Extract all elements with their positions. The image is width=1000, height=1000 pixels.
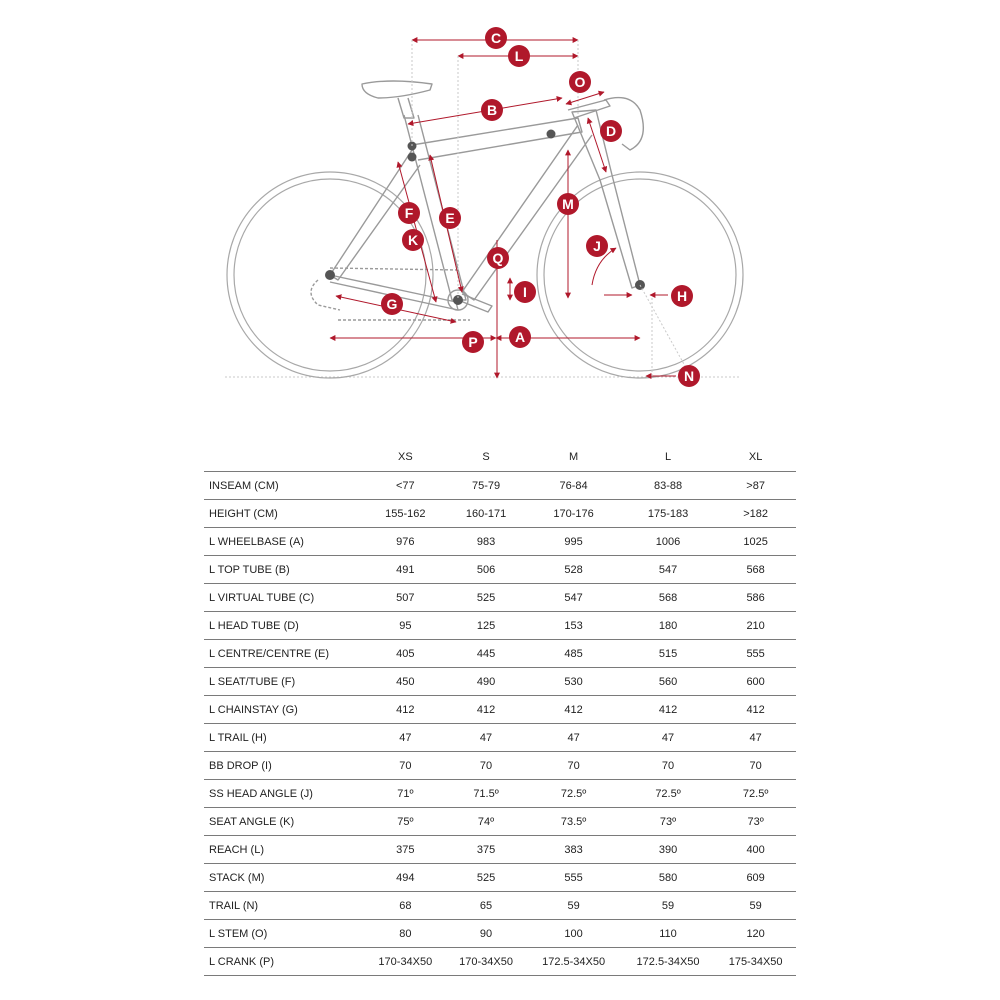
table-cell: 160-171 [446, 500, 527, 528]
marker-O-label: O [574, 74, 586, 90]
table-cell: 155-162 [365, 500, 446, 528]
marker-H [671, 285, 693, 307]
table-cell: 70 [621, 752, 715, 780]
table-cell: 412 [621, 696, 715, 724]
table-cell: 609 [715, 864, 796, 892]
table-cell: 170-34X50 [365, 948, 446, 976]
table-cell: 70 [446, 752, 527, 780]
table-cell: 515 [621, 640, 715, 668]
dimension-lines [330, 40, 690, 378]
marker-D [600, 120, 622, 142]
marker-L-label: L [514, 48, 524, 64]
table-cell: 100 [526, 920, 620, 948]
marker-K-label: K [407, 232, 419, 248]
table-cell: 375 [446, 836, 527, 864]
table-cell: 1025 [715, 528, 796, 556]
table-cell: 180 [621, 612, 715, 640]
marker-I-label: I [523, 284, 527, 300]
table-cell: 412 [365, 696, 446, 724]
table-cell: 175-34X50 [715, 948, 796, 976]
table-cell: 110 [621, 920, 715, 948]
marker-I [514, 281, 536, 303]
marker-K [402, 229, 424, 251]
row-label: L TRAIL (H) [204, 724, 365, 752]
marker-G [381, 293, 403, 315]
table-cell: 560 [621, 668, 715, 696]
marker-J-label: J [593, 238, 601, 254]
bike-geometry-diagram [0, 0, 1000, 420]
table-cell: 75-79 [446, 472, 527, 500]
table-row [204, 556, 796, 584]
table-row [204, 892, 796, 920]
table-cell: 1006 [621, 528, 715, 556]
row-label: L HEAD TUBE (D) [204, 612, 365, 640]
marker-L [508, 45, 530, 67]
marker-F [398, 202, 420, 224]
table-cell: 83-88 [621, 472, 715, 500]
table-cell: 485 [526, 640, 620, 668]
table-row [204, 472, 796, 500]
table-cell: 170-34X50 [446, 948, 527, 976]
table-cell: 528 [526, 556, 620, 584]
table-cell: 71º [365, 780, 446, 808]
table-cell: 47 [621, 724, 715, 752]
table-cell: 412 [446, 696, 527, 724]
size-header: XL [748, 451, 763, 463]
table-cell: >182 [715, 500, 796, 528]
size-header: M [569, 451, 579, 463]
table-cell: 59 [621, 892, 715, 920]
table-cell: 68 [365, 892, 446, 920]
marker-Q-label: Q [492, 250, 504, 266]
row-label: L WHEELBASE (A) [204, 528, 365, 556]
table-row [204, 696, 796, 724]
row-label: L CHAINSTAY (G) [204, 696, 365, 724]
table-row [204, 500, 796, 528]
table-cell: 976 [365, 528, 446, 556]
table-cell: 490 [446, 668, 527, 696]
table-cell: 125 [446, 612, 527, 640]
marker-M [557, 193, 579, 215]
table-cell: 405 [365, 640, 446, 668]
geometry-table-body [204, 472, 796, 976]
marker-N-label: N [683, 368, 695, 384]
marker-O [569, 71, 591, 93]
table-cell: 73º [621, 808, 715, 836]
marker-N [678, 365, 700, 387]
table-cell: 375 [365, 836, 446, 864]
table-cell: 70 [715, 752, 796, 780]
table-cell: 450 [365, 668, 446, 696]
table-cell: 153 [526, 612, 620, 640]
marker-M-label: M [562, 196, 574, 212]
table-cell: 172.5-34X50 [621, 948, 715, 976]
row-label: HEIGHT (CM) [204, 500, 365, 528]
table-row [204, 752, 796, 780]
table-cell: 75º [365, 808, 446, 836]
marker-C-label: C [490, 30, 502, 46]
table-cell: 95 [365, 612, 446, 640]
marker-G-label: G [386, 296, 398, 312]
table-cell: 120 [715, 920, 796, 948]
marker-D-label: D [605, 123, 617, 139]
table-cell: <77 [365, 472, 446, 500]
row-label: L TOP TUBE (B) [204, 556, 365, 584]
row-label: L CENTRE/CENTRE (E) [204, 640, 365, 668]
table-cell: 547 [621, 556, 715, 584]
table-cell: 73.5º [526, 808, 620, 836]
table-cell: 507 [365, 584, 446, 612]
table-row [204, 836, 796, 864]
table-cell: 525 [446, 864, 527, 892]
table-cell: 90 [446, 920, 527, 948]
marker-P [462, 331, 484, 353]
table-cell: 600 [715, 668, 796, 696]
table-cell: 555 [526, 864, 620, 892]
row-label: L VIRTUAL TUBE (C) [204, 584, 365, 612]
table-row [204, 808, 796, 836]
table-cell: 586 [715, 584, 796, 612]
table-cell: 412 [526, 696, 620, 724]
row-label: INSEAM (CM) [204, 472, 365, 500]
table-cell: 555 [715, 640, 796, 668]
row-label: SS HEAD ANGLE (J) [204, 780, 365, 808]
table-cell: 390 [621, 836, 715, 864]
row-label: TRAIL (N) [204, 892, 365, 920]
marker-H-label: H [676, 288, 688, 304]
table-cell: 65 [446, 892, 527, 920]
table-cell: 491 [365, 556, 446, 584]
marker-E [439, 207, 461, 229]
table-row [204, 668, 796, 696]
table-cell: 580 [621, 864, 715, 892]
row-label: L STEM (O) [204, 920, 365, 948]
size-header: XS [398, 451, 413, 463]
table-cell: 47 [365, 724, 446, 752]
marker-A-label: A [514, 329, 526, 345]
marker-P-label: P [468, 334, 478, 350]
table-row [204, 584, 796, 612]
marker-E-label: E [445, 210, 455, 226]
table-row [204, 528, 796, 556]
table-cell: 47 [715, 724, 796, 752]
row-label: BB DROP (I) [204, 752, 365, 780]
header-blank [204, 443, 365, 472]
table-cell: 73º [715, 808, 796, 836]
size-header: S [482, 451, 490, 463]
table-cell: 210 [715, 612, 796, 640]
table-cell: 170-176 [526, 500, 620, 528]
row-label: L SEAT/TUBE (F) [204, 668, 365, 696]
table-cell: 983 [446, 528, 527, 556]
table-cell: >87 [715, 472, 796, 500]
size-header: L [664, 451, 672, 463]
table-row [204, 612, 796, 640]
geometry-table [204, 443, 796, 976]
table-cell: 76-84 [526, 472, 620, 500]
table-row [204, 920, 796, 948]
row-label: SEAT ANGLE (K) [204, 808, 365, 836]
marker-F-label: F [404, 205, 414, 221]
marker-C [485, 27, 507, 49]
table-cell: 72.5º [715, 780, 796, 808]
marker-A [509, 326, 531, 348]
table-cell: 47 [446, 724, 527, 752]
row-label: REACH (L) [204, 836, 365, 864]
table-row [204, 780, 796, 808]
table-cell: 400 [715, 836, 796, 864]
marker-J [586, 235, 608, 257]
table-cell: 72.5º [526, 780, 620, 808]
table-cell: 74º [446, 808, 527, 836]
table-cell: 59 [526, 892, 620, 920]
table-cell: 175-183 [621, 500, 715, 528]
row-label: STACK (M) [204, 864, 365, 892]
table-cell: 80 [365, 920, 446, 948]
table-row [204, 640, 796, 668]
table-cell: 47 [526, 724, 620, 752]
table-cell: 568 [715, 556, 796, 584]
table-cell: 506 [446, 556, 527, 584]
marker-B-label: B [486, 102, 498, 118]
bike-frame [311, 81, 643, 320]
table-cell: 412 [715, 696, 796, 724]
table-cell: 525 [446, 584, 527, 612]
table-cell: 383 [526, 836, 620, 864]
table-row [204, 724, 796, 752]
table-cell: 71.5º [446, 780, 527, 808]
table-cell: 547 [526, 584, 620, 612]
marker-B [481, 99, 503, 121]
table-cell: 530 [526, 668, 620, 696]
table-row [204, 948, 796, 976]
table-cell: 70 [365, 752, 446, 780]
row-label: L CRANK (P) [204, 948, 365, 976]
table-cell: 172.5-34X50 [526, 948, 620, 976]
table-cell: 72.5º [621, 780, 715, 808]
pivot-points [325, 130, 645, 306]
marker-Q [487, 247, 509, 269]
table-cell: 995 [526, 528, 620, 556]
size-header-row [204, 443, 796, 472]
table-cell: 70 [526, 752, 620, 780]
table-cell: 59 [715, 892, 796, 920]
table-cell: 494 [365, 864, 446, 892]
table-row [204, 864, 796, 892]
table-cell: 568 [621, 584, 715, 612]
table-cell: 445 [446, 640, 527, 668]
